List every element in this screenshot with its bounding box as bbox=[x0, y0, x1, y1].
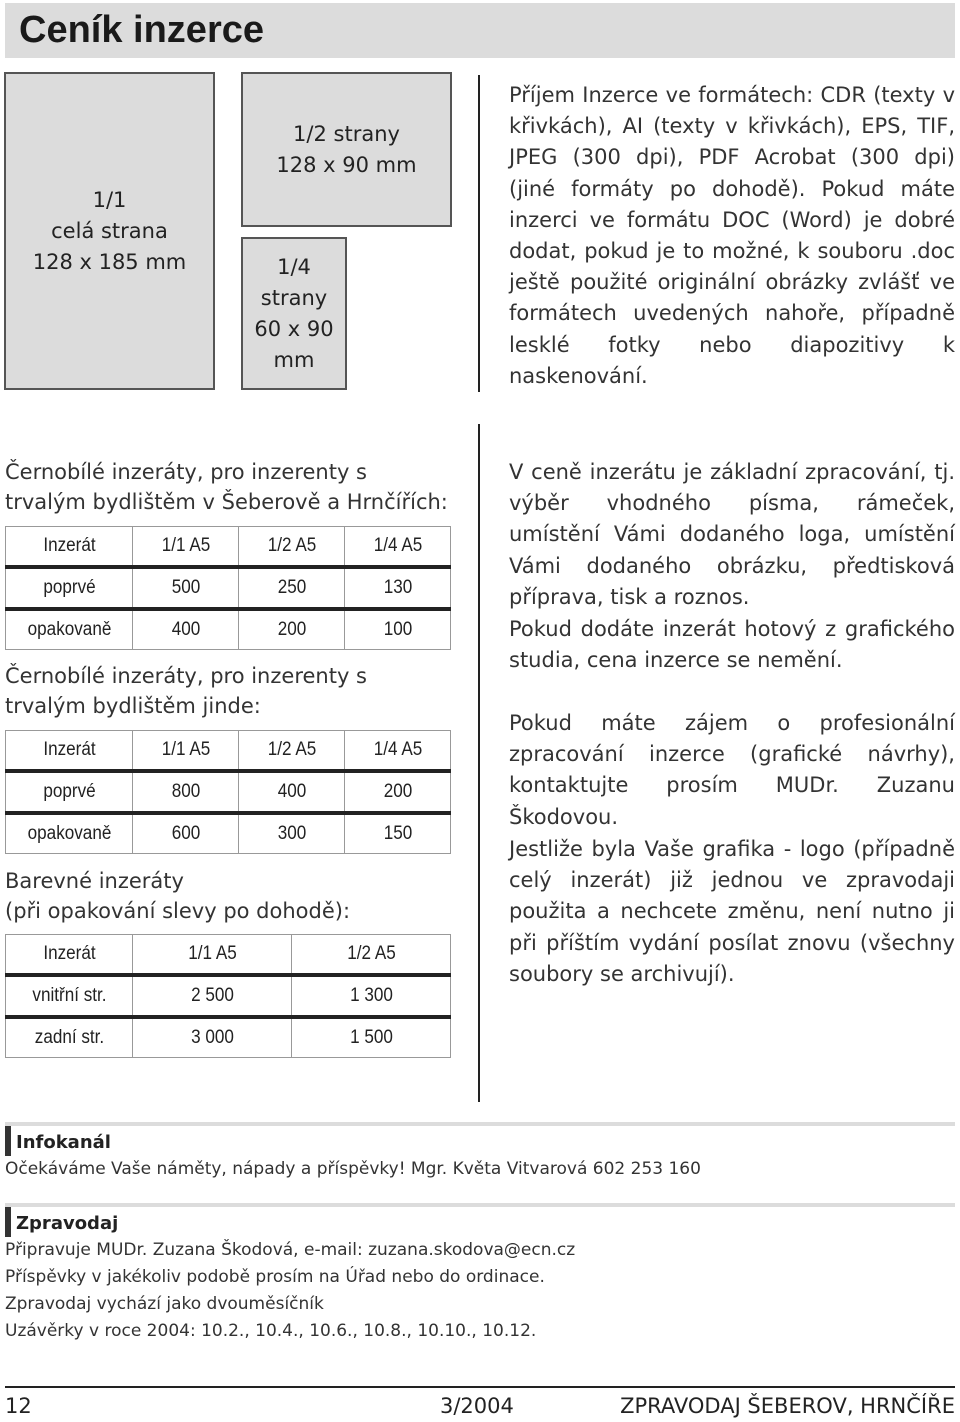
zpravodaj-title: Zpravodaj bbox=[16, 1213, 119, 1234]
infokanal-divider bbox=[5, 1122, 955, 1126]
table-cell: zadní str. bbox=[12, 1017, 126, 1058]
zpravodaj-marker bbox=[5, 1207, 11, 1237]
table-cell: opakovaně bbox=[12, 813, 126, 854]
size-quarter-desc: strany bbox=[260, 285, 328, 310]
table-header-row bbox=[6, 731, 451, 772]
table-cell: poprvé bbox=[12, 567, 126, 609]
right-paragraph-3: Pokud máte zájem o profesionální zpracování inzerce (grafické návrhy), kontaktujte prosím MUDr. Zuzanu Škodovou. bbox=[509, 711, 955, 829]
issue-number: 3/2004 bbox=[440, 1394, 514, 1418]
price-table-bw-local bbox=[5, 526, 451, 650]
color-heading-line-2: (při opakování slevy po dohodě): bbox=[5, 899, 351, 923]
table-cell: 1 500 bbox=[299, 1017, 442, 1058]
size-full-desc: celá strana bbox=[51, 218, 168, 243]
right-paragraph-1: V ceně inzerátu je základní zpracování, tj. výběr vhodného písma, rámeček, umístění Vámi dodaného loga, umístění Vámi dodaného obrázku, předtisková příprava, tisk a roznos. bbox=[509, 460, 955, 609]
right-paragraph-4: Jestliže byla Vaše grafika - logo (případně celý inzerát) již jednou ve zpravodaji použita a nechcete změnu, není nutno ji při příštím vydání posílat znovu (všechny soubory se archivují). bbox=[509, 837, 955, 986]
table-row bbox=[6, 567, 451, 609]
column-divider-main bbox=[478, 424, 480, 1102]
table-cell: 100 bbox=[350, 609, 445, 650]
zpravodaj-line: Uzávěrky v roce 2004: 10.2., 10.4., 10.6., 10.8., 10.10., 10.12. bbox=[5, 1321, 537, 1341]
size-box-half-page bbox=[241, 72, 452, 227]
table-cell: 500 bbox=[138, 567, 233, 609]
table-row bbox=[6, 1017, 451, 1058]
formats-paragraph: Příjem Inzerce ve formátech: CDR (texty v křivkách), AI (texty v křivkách), EPS, TIF, JPEG (300 dpi), PDF Acrobat (300 dpi) (jiné formáty po dohodě). Pokud máte inzerci ve formátu DOC (Word) je dobré dodat, pokud je to možné, k souboru .doc ještě použité originální obrázky zvlášť ve formátech uvedených nahoře, případně lesklé fotky nebo diapozitivy k naskenování. bbox=[509, 83, 955, 388]
size-half-label: 1/2 strany bbox=[293, 121, 400, 146]
table-header-cell: 1/2 A5 bbox=[244, 527, 339, 568]
table-cell: 1 300 bbox=[299, 975, 442, 1017]
table-cell: 400 bbox=[244, 771, 339, 813]
infokanal-title: Infokanál bbox=[16, 1132, 111, 1153]
footer-rule bbox=[5, 1386, 955, 1388]
table-header-cell: 1/4 A5 bbox=[350, 731, 445, 772]
bw-other-heading: Černobílé inzeráty, pro inzerenty s trvalým bydlištěm jinde: bbox=[5, 664, 367, 718]
table-header-cell: 1/1 A5 bbox=[140, 935, 283, 976]
table-cell: vnitřní str. bbox=[12, 975, 126, 1017]
table-cell: 600 bbox=[138, 813, 233, 854]
table-header-cell: Inzerát bbox=[12, 731, 126, 772]
size-quarter-dims: 60 x 90 bbox=[254, 316, 334, 341]
zpravodaj-line: Připravuje MUDr. Zuzana Škodová, e-mail: zuzana.skodova@ecn.cz bbox=[5, 1240, 576, 1260]
zpravodaj-line: Zpravodaj vychází jako dvouměsíčník bbox=[5, 1294, 324, 1314]
price-table-bw-other bbox=[5, 730, 451, 854]
size-full-dims: 128 x 185 mm bbox=[32, 249, 187, 274]
table-header-cell: 1/4 A5 bbox=[350, 527, 445, 568]
table-header-row bbox=[6, 935, 451, 976]
table-cell: poprvé bbox=[12, 771, 126, 813]
table-header-cell: Inzerát bbox=[12, 527, 126, 568]
column-divider-top bbox=[478, 75, 480, 392]
size-full-label: 1/1 bbox=[92, 187, 127, 212]
table-cell: 200 bbox=[244, 609, 339, 650]
table-cell: 130 bbox=[350, 567, 445, 609]
size-box-full-page bbox=[4, 72, 215, 390]
zpravodaj-divider bbox=[5, 1203, 955, 1207]
table-cell: 300 bbox=[244, 813, 339, 854]
table-row bbox=[6, 813, 451, 854]
table-header-cell: 1/2 A5 bbox=[244, 731, 339, 772]
table-cell: opakovaně bbox=[12, 609, 126, 650]
infokanal-marker bbox=[5, 1126, 11, 1156]
size-half-dims: 128 x 90 mm bbox=[276, 152, 417, 177]
table-cell: 800 bbox=[138, 771, 233, 813]
infokanal-line: Očekáváme Vaše náměty, nápady a příspěvky! Mgr. Květa Vitvarová 602 253 160 bbox=[5, 1159, 701, 1179]
title-bar bbox=[5, 3, 955, 58]
table-row bbox=[6, 771, 451, 813]
size-quarter-unit: mm bbox=[273, 347, 315, 372]
table-cell: 400 bbox=[138, 609, 233, 650]
table-header-cell: 1/2 A5 bbox=[299, 935, 442, 976]
price-table-color bbox=[5, 934, 451, 1058]
bw-local-heading: Černobílé inzeráty, pro inzerenty s trvalým bydlištěm v Šeberově a Hrnčířích: bbox=[5, 460, 448, 514]
table-header-row bbox=[6, 527, 451, 568]
table-row bbox=[6, 609, 451, 650]
color-heading-line-1: Barevné inzeráty bbox=[5, 869, 184, 893]
table-row bbox=[6, 975, 451, 1017]
table-cell: 3 000 bbox=[140, 1017, 283, 1058]
table-cell: 200 bbox=[350, 771, 445, 813]
table-header-cell: 1/1 A5 bbox=[138, 527, 233, 568]
table-cell: 2 500 bbox=[140, 975, 283, 1017]
right-paragraph-2: Pokud dodáte inzerát hotový z grafického studia, cena inzerce se nemění. bbox=[509, 617, 955, 673]
page-title: Ceník inzerce bbox=[19, 9, 264, 51]
size-box-quarter-page bbox=[241, 237, 347, 390]
table-header-cell: Inzerát bbox=[12, 935, 126, 976]
color-heading bbox=[5, 866, 450, 926]
table-cell: 250 bbox=[244, 567, 339, 609]
page-number: 12 bbox=[5, 1394, 32, 1418]
zpravodaj-line: Příspěvky v jakékoliv podobě prosím na Úřad nebo do ordinace. bbox=[5, 1267, 545, 1287]
publication-name: ZPRAVODAJ ŠEBEROV, HRNČÍŘE bbox=[620, 1394, 955, 1418]
size-quarter-label: 1/4 bbox=[277, 254, 311, 279]
table-cell: 150 bbox=[350, 813, 445, 854]
table-header-cell: 1/1 A5 bbox=[138, 731, 233, 772]
